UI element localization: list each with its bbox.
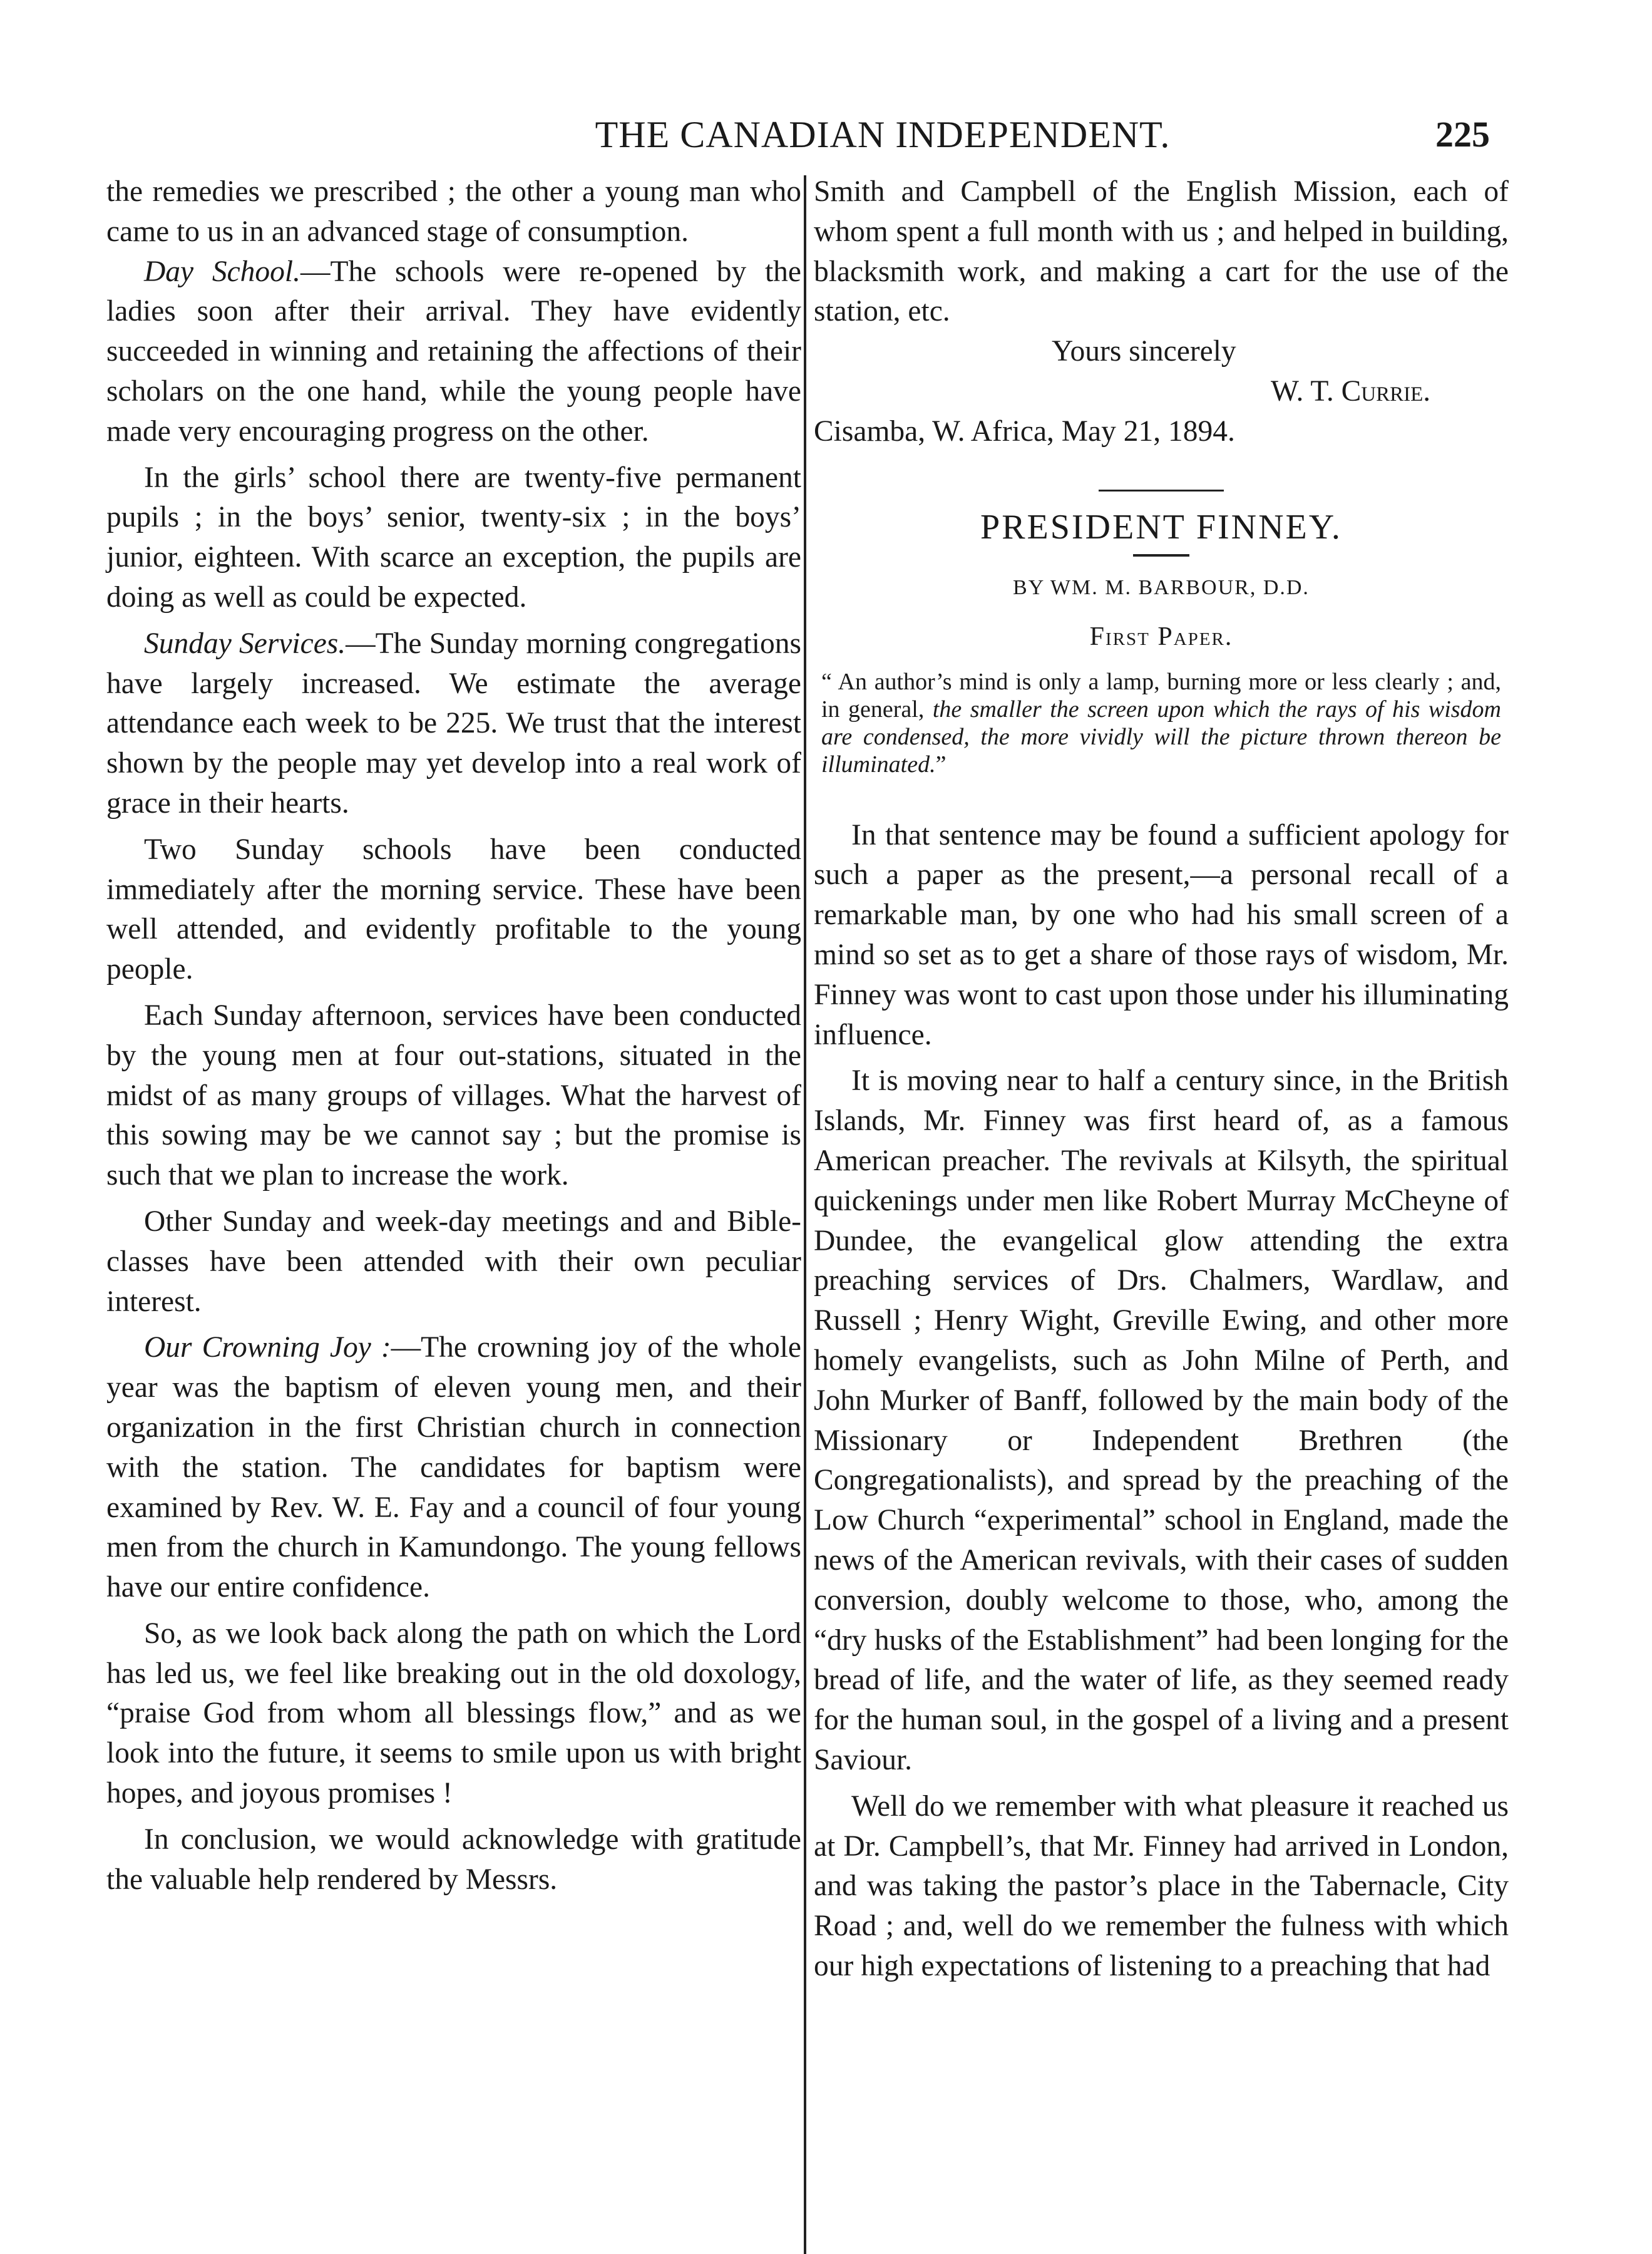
epigraph-close: ” xyxy=(935,751,947,778)
dateline: Cisamba, W. Africa, May 21, 1894. xyxy=(814,414,1235,448)
page-number: 225 xyxy=(1435,114,1490,155)
paragraph-sunday-services xyxy=(106,624,801,824)
paragraph: Other Sunday and week-day meetings and and Bible-classes have been attended with their own peculiar interest. xyxy=(106,1205,801,1318)
section-heading: Sunday Services. xyxy=(144,627,346,660)
section-heading: Day School. xyxy=(144,255,300,288)
epigraph xyxy=(821,668,1501,778)
paragraph: Well do we remember with what pleasure it reached us at Dr. Campbell’s, that Mr. Finney had arrived in London, and was taking the pastor’s place in the Tabernacle, City Road ; and, well do we remember the fulness with which our high expectations of listening to a preaching that had xyxy=(814,1789,1509,1982)
paragraph-text: —The crowning joy of the whole year was the baptism of eleven young men, and their organization in the first Christian church in connection with the station. The candidates for baptism were examined by Rev. W. E. Fay and a council of four young men from the church in Kamundongo. The young fellows have our entire confidence. xyxy=(106,1331,801,1604)
page-header xyxy=(106,106,1490,163)
right-column xyxy=(814,172,1509,1987)
paragraph: the remedies we prescribed ; the other a young man who came to us in an advanced stage of consumption. xyxy=(106,175,801,248)
section-divider xyxy=(1099,490,1224,491)
paragraph: Each Sunday afternoon, services have been conducted by the young men at four out-stations, situated in the midst of as many groups of villages. What the harvest of this sowing may be we cannot say ; but the promise is such that we plan to increase the work. xyxy=(106,999,801,1192)
paragraph-text: —The Sunday morning congregations have largely increased. We estimate the average attendance each week to be 225. We trust that the interest shown by the people may yet develop into a real work of grace in their hearts. xyxy=(106,627,801,820)
title-rule xyxy=(1133,554,1189,557)
article-title: PRESIDENT FINNEY. xyxy=(980,507,1342,547)
running-head: THE CANADIAN INDEPENDENT. xyxy=(595,114,1171,155)
paragraph: In that sentence may be found a sufficient apology for such a paper as the present,—a personal recall of a remarkable man, by one who had his small screen of a mind so set as to get a share of those rays of wisdom, Mr. Finney was wont to cast upon those under his illuminating influence. xyxy=(814,818,1509,1051)
column-divider xyxy=(804,175,806,2254)
paragraph: It is moving near to half a century since, in the British Islands, Mr. Finney was first heard of, as a famous American preacher. The revivals at Kilsyth, the spiritual quickenings under men like Robert Murray McCheyne of Dundee, the evangelical glow attending the extra preaching services of Drs. Chalmers, Wardlaw, and Russell ; Henry Wight, Greville Ewing, and other more homely evangelists, such as John Milne of Perth, and John Murker of Banff, followed by the main body of the Missionary or Independent Brethren (the Congregationalists), and spread by the preaching of the Low Church “experimental” school in England, made the news of the American revivals, with their cases of sudden conversion, doubly welcome to those, who, among the “dry husks of the Establishment” had been longing for the bread of life, and the water of life, as they seemed ready for the human soul, in the gospel of a living and a present Saviour. xyxy=(814,1064,1509,1776)
paragraph-text: —The schools were re-opened by the ladies soon after their arrival. They have evidently succeeded in winning and retaining the affections of their scholars on the one hand, while the young people have made very encouraging progress on the other. xyxy=(106,255,801,448)
article-byline: BY WM. M. BARBOUR, D.D. xyxy=(1013,575,1310,599)
paragraph-day-school xyxy=(106,252,801,452)
paragraph: Smith and Campbell of the English Mission, each of whom spent a full month with us ; and helped in building, blacksmith work, and making a cart for the use of the station, etc. xyxy=(814,175,1509,328)
paragraph: In the girls’ school there are twenty-five permanent pupils ; in the boys’ senior, twenty-six ; in the boys’ junior, eighteen. With scarce an exception, the pupils are doing as well as could be expected. xyxy=(106,461,801,614)
epigraph-italic: the smaller the screen upon which the rays of his wisdom are condensed, the more vividly will the picture thrown thereon be illuminated. xyxy=(821,696,1501,778)
paragraph: In conclusion, we would acknowledge with gratitude the valuable help rendered by Messrs. xyxy=(106,1823,801,1896)
paragraph: So, as we look back along the path on which the Lord has led us, we feel like breaking out in the old doxology, “praise God from whom all blessings flow,” and as we look into the future, it seems to smile upon us with bright hopes, and joyous promises ! xyxy=(106,1617,801,1810)
letter-closing: Yours sincerely xyxy=(1052,335,1236,368)
paragraph-crowning-joy xyxy=(106,1328,801,1608)
paper-label: First Paper. xyxy=(1089,622,1233,651)
letter-signature: W. T. Currie. xyxy=(1271,374,1431,408)
epigraph-text: “ An author’s mind is only a lamp, burning more or less clearly ; and, in general, xyxy=(821,668,1501,723)
left-column xyxy=(106,172,801,1900)
paragraph: Two Sunday schools have been conducted immediately after the morning service. These have been well attended, and evidently profitable to the young people. xyxy=(106,833,801,986)
section-heading: Our Crowning Joy : xyxy=(144,1331,391,1364)
